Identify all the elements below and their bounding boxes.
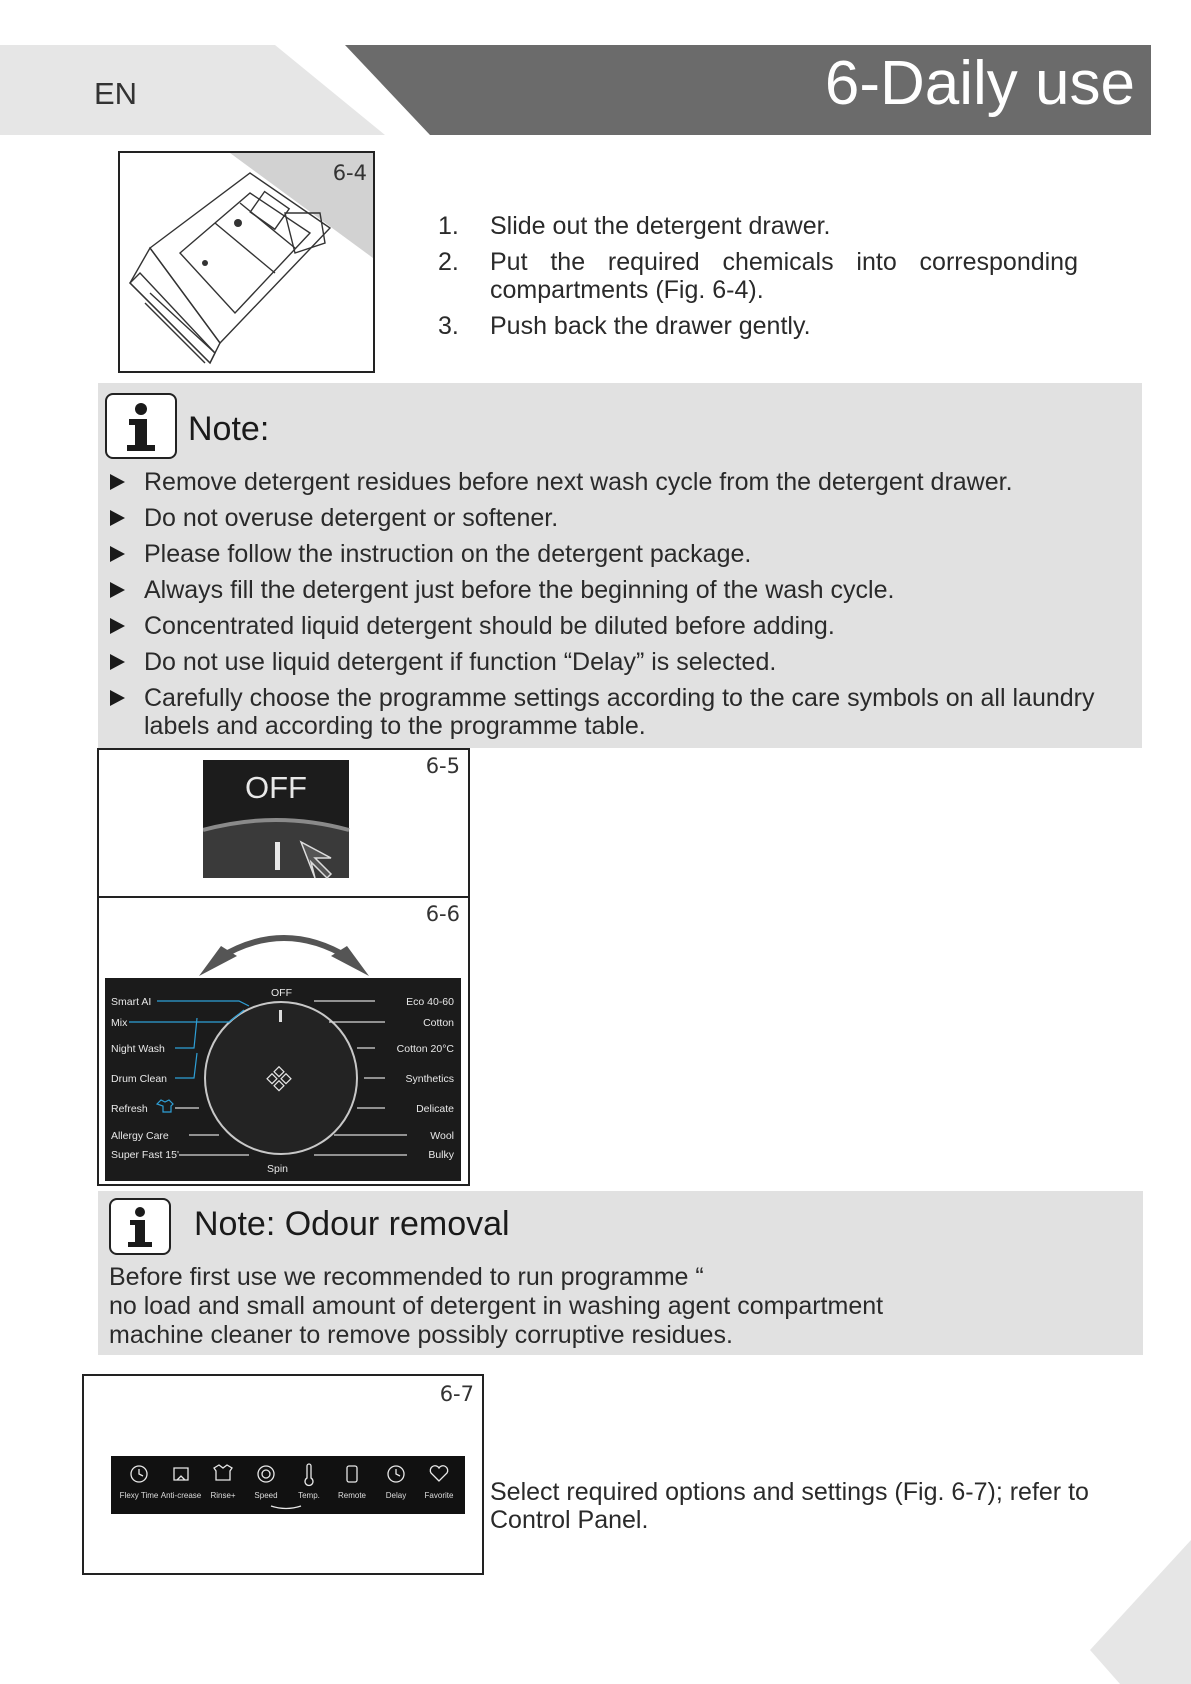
note-item: Remove detergent residues before next wash cycle from the detergent drawer. bbox=[108, 468, 1133, 496]
page-title: 6-Daily use bbox=[824, 49, 1135, 118]
figure-label: 6-5 bbox=[425, 754, 460, 778]
instruction-steps bbox=[438, 212, 1078, 348]
step-item: 2. Put the required chemicals into corresponding compartments (Fig. 6-4). bbox=[438, 248, 1078, 304]
power-mark-icon bbox=[275, 842, 280, 870]
figure-label: 6-4 bbox=[332, 161, 367, 185]
option-label: Remote bbox=[337, 1491, 367, 1500]
figure-label: 6-7 bbox=[439, 1382, 474, 1406]
dial-bottom-label: Spin bbox=[267, 1163, 289, 1175]
option-label: Delay bbox=[385, 1491, 407, 1500]
select-options-text: Select required options and settings (Fig. 6-7); refer to Control Panel. bbox=[490, 1478, 1089, 1534]
dial-option: Allergy Care bbox=[111, 1130, 169, 1142]
power-button-illustration bbox=[203, 760, 351, 880]
dial-option: Smart AI bbox=[111, 996, 152, 1008]
note-item: Concentrated liquid detergent should be diluted before adding. bbox=[108, 612, 1133, 640]
note-item: Do not overuse detergent or softener. bbox=[108, 504, 1133, 532]
figure-label: 6-6 bbox=[425, 902, 460, 926]
programme-dial-illustration bbox=[99, 898, 468, 1184]
note-heading: Note: bbox=[188, 410, 270, 448]
dial-option: Eco 40-60 bbox=[406, 996, 454, 1008]
figure-6-4 bbox=[118, 151, 375, 373]
step-item: 3. Push back the drawer gently. bbox=[438, 312, 811, 340]
dial-option: Bulky bbox=[428, 1149, 454, 1161]
info-icon bbox=[105, 393, 177, 459]
option-label: Anti-crease bbox=[160, 1491, 202, 1500]
note-item: Please follow the instruction on the detergent package. bbox=[108, 540, 1133, 568]
option-label: Favorite bbox=[424, 1491, 454, 1500]
figure-6-7 bbox=[82, 1374, 484, 1575]
detergent-drawer-illustration bbox=[120, 153, 373, 371]
dial-option: Synthetics bbox=[405, 1073, 454, 1085]
odour-note-text: Before first use we recommended to run programme “ no load and small amount of detergent in washing agent compartment machine cleaner to remove possibly corruptive residues. bbox=[109, 1263, 884, 1349]
off-display: OFF bbox=[245, 770, 307, 805]
option-label: Temp. bbox=[298, 1491, 320, 1500]
odour-note-heading: Note: Odour removal bbox=[194, 1205, 510, 1243]
note-item: Do not use liquid detergent if function “Delay” is selected. bbox=[108, 648, 1133, 676]
dial-option: Drum Clean bbox=[111, 1073, 168, 1085]
dial-option: Cotton bbox=[423, 1017, 454, 1029]
note-item: Carefully choose the programme settings according to the care symbols on all laundry labels and according to the programme table. bbox=[108, 684, 1133, 740]
dial-option: Refresh bbox=[111, 1103, 148, 1115]
dial-top-label: OFF bbox=[271, 987, 292, 999]
figure-6-5 bbox=[97, 748, 470, 898]
page-corner-decoration bbox=[1080, 1540, 1191, 1684]
dial-option: Super Fast 15' bbox=[111, 1149, 179, 1161]
dial-option: Wool bbox=[430, 1130, 454, 1142]
dial-option: Night Wash bbox=[111, 1043, 165, 1055]
options-panel-illustration bbox=[111, 1456, 465, 1516]
figure-6-6 bbox=[97, 896, 470, 1186]
option-label: Rinse+ bbox=[210, 1491, 236, 1500]
note-list bbox=[108, 468, 1133, 748]
info-icon bbox=[109, 1198, 171, 1255]
step-item: 1. Slide out the detergent drawer. bbox=[438, 212, 831, 240]
dial-option: Mix bbox=[111, 1017, 128, 1029]
note-item: Always fill the detergent just before the beginning of the wash cycle. bbox=[108, 576, 1133, 604]
option-label: Flexy Time bbox=[119, 1491, 159, 1500]
option-label: Speed bbox=[254, 1491, 278, 1500]
dial-option: Delicate bbox=[416, 1103, 454, 1115]
language-code: EN bbox=[94, 76, 138, 111]
dial-option: Cotton 20°C bbox=[396, 1043, 454, 1055]
